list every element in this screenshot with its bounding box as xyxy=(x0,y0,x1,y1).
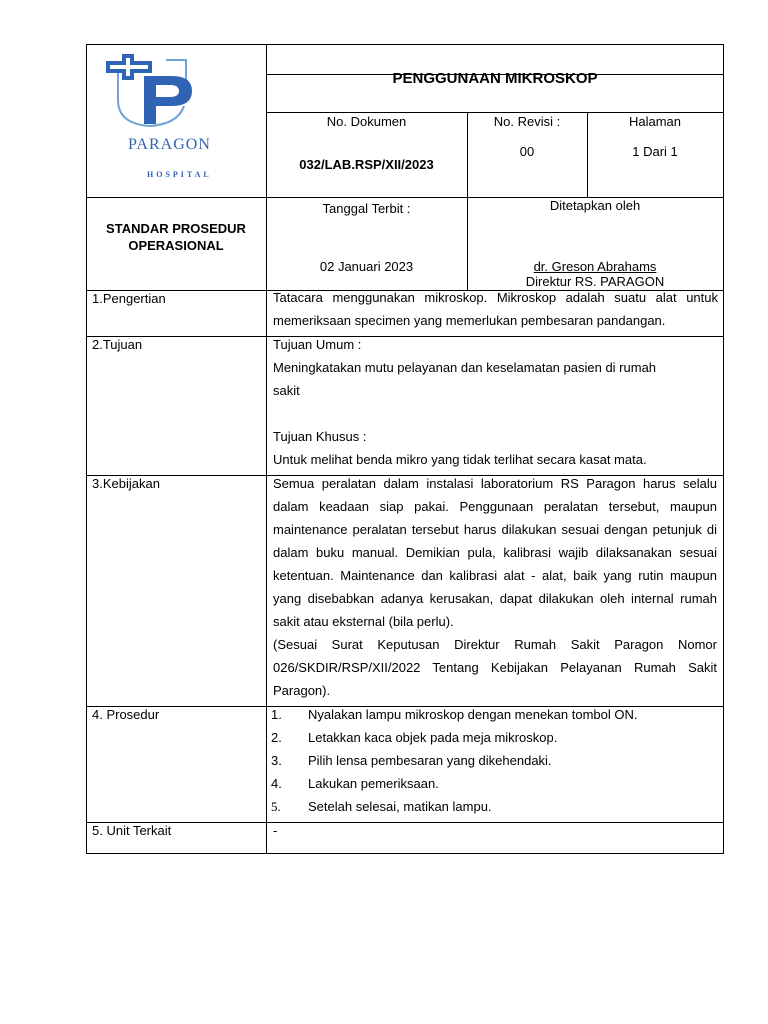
step-text: Letakkan kaca objek pada meja mikroskop. xyxy=(308,730,558,745)
step-number: 1. xyxy=(271,707,282,722)
tujuan-umum-text-line1: Meningkatakan mutu pelayanan dan keselamatan pasien di rumah xyxy=(273,360,657,375)
section-label-kebijakan: 3.Kebijakan xyxy=(92,476,160,491)
section-label-pengertian: 1.Pengertian xyxy=(92,291,166,306)
step-number: 5. xyxy=(271,799,281,814)
list-item xyxy=(271,726,638,749)
pengertian-text: Tatacara menggunakan mikroskop. Mikroskop adalah suatu alat untuk memeriksaan specimen yang memerlukan pembesaran pandangan. xyxy=(273,290,718,328)
kebijakan-text xyxy=(273,472,717,702)
logo-tagline: HOSPITAL xyxy=(147,170,212,179)
section-label-prosedur: 4. Prosedur xyxy=(92,707,160,722)
list-item xyxy=(271,772,638,795)
tujuan-umum-text-line2: sakit xyxy=(273,383,300,398)
step-number: 2. xyxy=(271,730,282,745)
signer-title: Direktur RS. PARAGON xyxy=(525,274,665,289)
list-item xyxy=(271,749,638,772)
page-label: Halaman xyxy=(628,114,682,129)
revision-value: 00 xyxy=(519,144,535,159)
kebijakan-paragraph-1: Semua peralatan dalam instalasi laboratorium RS Paragon harus selalu dalam keadaan siap pakai. Penggunaan peralatan tersebut, maupun maintenance peralatan tersebut harus dilakukan sesuai dengan petunjuk di dalam buku manual. Demikian pula, kalibrasi wajib dilaksanakan sesuai ketentuan. Maintenance dan kalibrasi alat - alat, baik yang rutin maupun yang disebabkan adanya kerusakan, dapat dilakukan oleh internal rumah sakit atau eksternal (bila perlu). xyxy=(273,476,717,629)
doc-no-value: 032/LAB.RSP/XII/2023 xyxy=(299,157,434,172)
tujuan-umum-label: Tujuan Umum : xyxy=(273,337,362,352)
signer-name: dr. Greson Abrahams xyxy=(533,259,657,274)
page-value: 1 Dari 1 xyxy=(632,144,678,159)
doc-no-label: No. Dokumen xyxy=(326,114,407,129)
section-label-tujuan: 2.Tujuan xyxy=(92,337,143,352)
logo-name: PARAGON xyxy=(128,136,211,153)
hospital-cross-p-icon xyxy=(100,50,220,130)
list-item xyxy=(271,795,638,818)
step-text: Pilih lensa pembesaran yang dikehendaki. xyxy=(308,753,552,768)
revision-label: No. Revisi : xyxy=(493,114,561,129)
prosedur-steps xyxy=(271,703,638,818)
issue-date-value: 02 Januari 2023 xyxy=(319,259,414,274)
issue-date-label: Tanggal Terbit : xyxy=(322,201,411,216)
kebijakan-paragraph-2: (Sesuai Surat Keputusan Direktur Rumah Sakit Paragon Nomor 026/SKDIR/RSP/XII/2022 Tentang Kebijakan Pelayanan Rumah Sakit Paragon). xyxy=(273,637,717,698)
step-text: Lakukan pemeriksaan. xyxy=(308,776,439,791)
step-text: Setelah selesai, matikan lampu. xyxy=(308,799,492,814)
step-number: 3. xyxy=(271,753,282,768)
step-text: Nyalakan lampu mikroskop dengan menekan tombol ON. xyxy=(308,707,638,722)
established-label: Ditetapkan oleh xyxy=(549,198,641,213)
step-number: 4. xyxy=(271,776,282,791)
tujuan-khusus-text: Untuk melihat benda mikro yang tidak terlihat secara kasat mata. xyxy=(273,452,647,467)
tujuan-khusus-label: Tujuan Khusus : xyxy=(273,429,367,444)
list-item xyxy=(271,703,638,726)
sop-title-line2: OPERASIONAL xyxy=(128,238,224,253)
sop-title-line1: STANDAR PROSEDUR xyxy=(106,221,246,236)
document-title: PENGGUNAAN MIKROSKOP xyxy=(392,70,598,87)
section-label-unit-terkait: 5. Unit Terkait xyxy=(92,823,172,838)
unit-terkait-value: - xyxy=(273,823,278,838)
paragon-hospital-logo xyxy=(100,50,240,190)
